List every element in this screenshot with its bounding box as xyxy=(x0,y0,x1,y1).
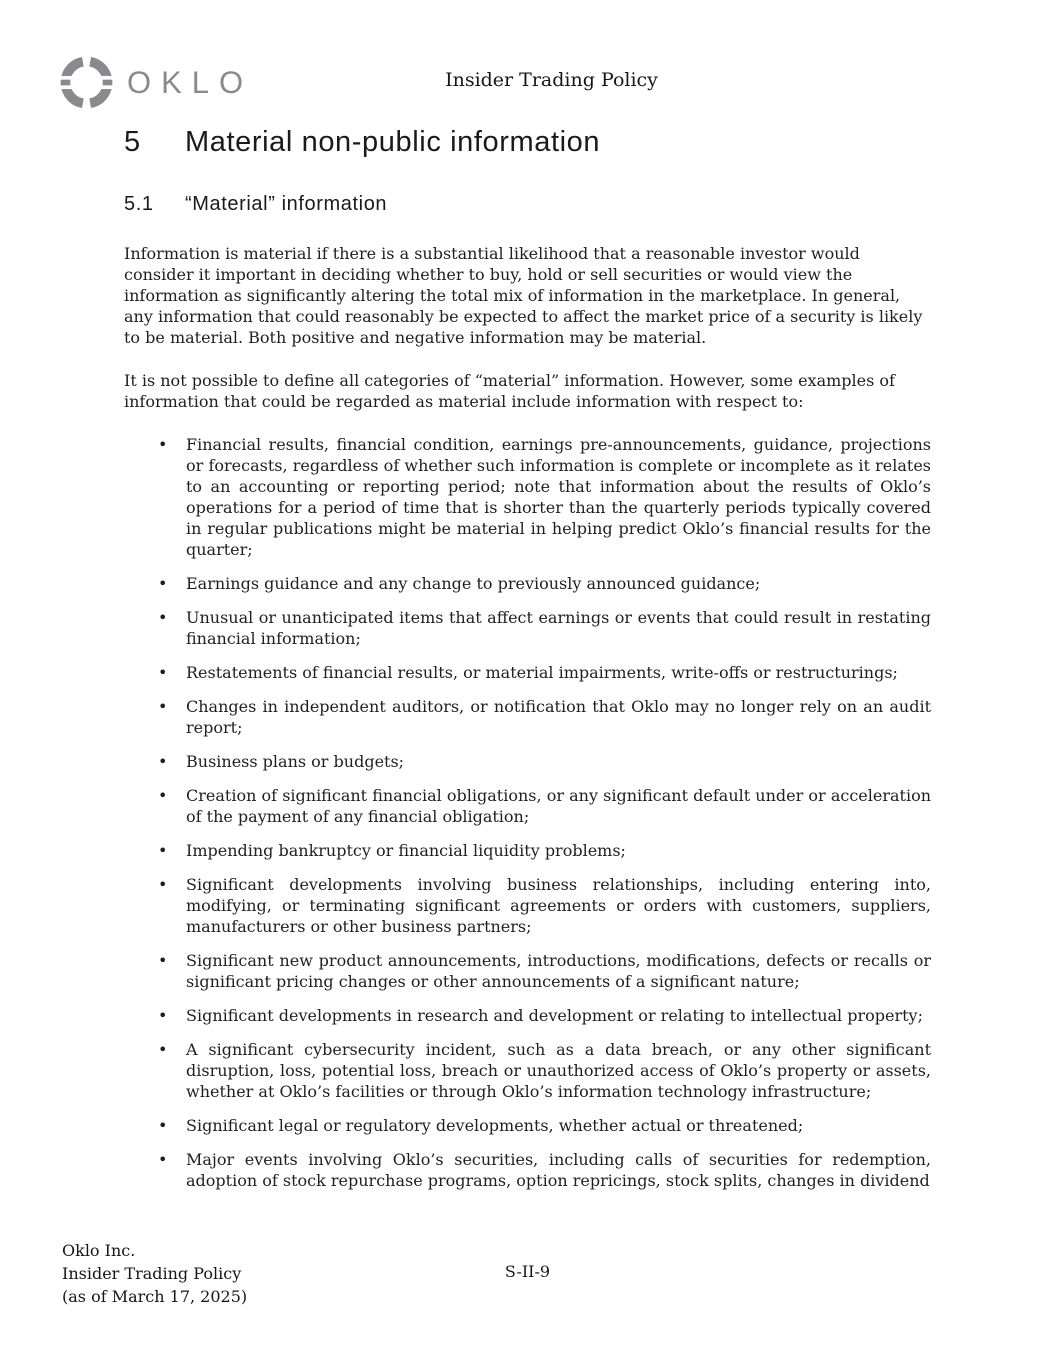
list-item-text: Unusual or unanticipated items that affect earnings or events that could result in restating financial information; xyxy=(186,608,931,649)
list-item-text: Significant developments in research and development or relating to intellectual property; xyxy=(186,1006,923,1026)
list-item xyxy=(124,1115,931,1136)
list-item-text: Creation of significant financial obligations, or any significant default under or acceleration of the payment of any financial obligation; xyxy=(186,786,931,827)
bullet-icon: • xyxy=(158,841,168,861)
subsection-heading xyxy=(124,192,931,216)
list-item xyxy=(124,696,931,738)
list-item xyxy=(124,950,931,992)
paragraph: Information is material if there is a substantial likelihood that a reasonable investor would consider it important in deciding whether to buy, hold or sell securities or would view the information as significantly altering the total mix of information in the marketplace. In general, any information that could reasonably be expected to affect the market price of a security is likely to be material. Both positive and negative information may be material. xyxy=(124,244,923,348)
list-item-text: Business plans or budgets; xyxy=(186,752,405,772)
bullet-icon: • xyxy=(158,752,168,772)
document-header-title: Insider Trading Policy xyxy=(445,69,658,91)
list-item xyxy=(124,573,931,594)
bullet-icon: • xyxy=(158,608,168,628)
paragraph: It is not possible to define all categories of “material” information. However, some examples of information that could be regarded as material include information with respect to: xyxy=(124,371,895,412)
list-item xyxy=(124,1005,931,1026)
bullet-icon: • xyxy=(158,574,168,594)
bullet-icon: • xyxy=(158,663,168,683)
list-item xyxy=(124,662,931,683)
bullet-icon: • xyxy=(158,875,168,895)
bullet-icon: • xyxy=(158,1116,168,1136)
oklo-logo-wordmark: OKLO xyxy=(127,64,254,101)
bullet-icon: • xyxy=(158,435,168,455)
list-item xyxy=(124,785,931,827)
list-item xyxy=(124,874,931,937)
bullet-icon: • xyxy=(158,1040,168,1060)
footer-company: Oklo Inc. xyxy=(62,1241,136,1260)
subsection-title: “Material” information xyxy=(185,193,388,216)
list-item-text: Significant legal or regulatory developments, whether actual or threatened; xyxy=(186,1116,804,1136)
page-number: S-II-9 xyxy=(504,1262,551,1281)
list-item xyxy=(124,1039,931,1102)
list-item-text: Changes in independent auditors, or notification that Oklo may no longer rely on an audit report; xyxy=(186,697,931,738)
footer-document-title: Insider Trading Policy xyxy=(62,1264,242,1283)
list-item-text: Major events involving Oklo’s securities, including calls of securities for redemption, adoption of stock repurchase programs, option repricings, stock splits, changes in dividend xyxy=(186,1150,931,1191)
list-item-text: Earnings guidance and any change to previously announced guidance; xyxy=(186,574,761,594)
list-item xyxy=(124,1149,931,1191)
material-examples-list xyxy=(124,434,931,1191)
subsection-number: 5.1 xyxy=(124,193,154,216)
bullet-icon: • xyxy=(158,1006,168,1026)
bullet-icon: • xyxy=(158,951,168,971)
bullet-icon: • xyxy=(158,697,168,717)
list-item-text: A significant cybersecurity incident, such as a data breach, or any other significant disruption, loss, potential loss, breach or unauthorized access of Oklo’s property or assets, whether at Oklo’s facilities or through Oklo’s information technology infrastructure; xyxy=(186,1040,931,1102)
list-item-text: Significant developments involving business relationships, including entering into, modifying, or terminating significant agreements or orders with customers, suppliers, manufacturers or other business partners; xyxy=(186,875,931,937)
list-item-text: Restatements of financial results, or material impairments, write-offs or restructurings; xyxy=(186,663,898,683)
bullet-icon: • xyxy=(158,786,168,806)
list-item xyxy=(124,607,931,649)
list-item xyxy=(124,840,931,861)
section-title: Material non-public information xyxy=(185,126,601,158)
list-item xyxy=(124,751,931,772)
list-item-text: Significant new product announcements, introductions, modifications, defects or recalls or significant pricing changes or other announcements of a significant nature; xyxy=(186,951,931,992)
list-item-text: Impending bankruptcy or financial liquidity problems; xyxy=(186,841,626,861)
section-heading xyxy=(124,126,931,159)
bullet-icon: • xyxy=(158,1150,168,1170)
list-item-text: Financial results, financial condition, earnings pre-announcements, guidance, projections or forecasts, regardless of whether such information is complete or incomplete as it relates to an accounting or reporting period; note that information about the results of Oklo’s operations for a period of time that is shorter than the quarterly periods typically covered in regular publications might be material in helping predict Oklo’s financial results for the quarter; xyxy=(186,435,931,560)
footer-as-of-date: (as of March 17, 2025) xyxy=(62,1287,248,1306)
section-number: 5 xyxy=(124,126,141,158)
list-item xyxy=(124,434,931,560)
